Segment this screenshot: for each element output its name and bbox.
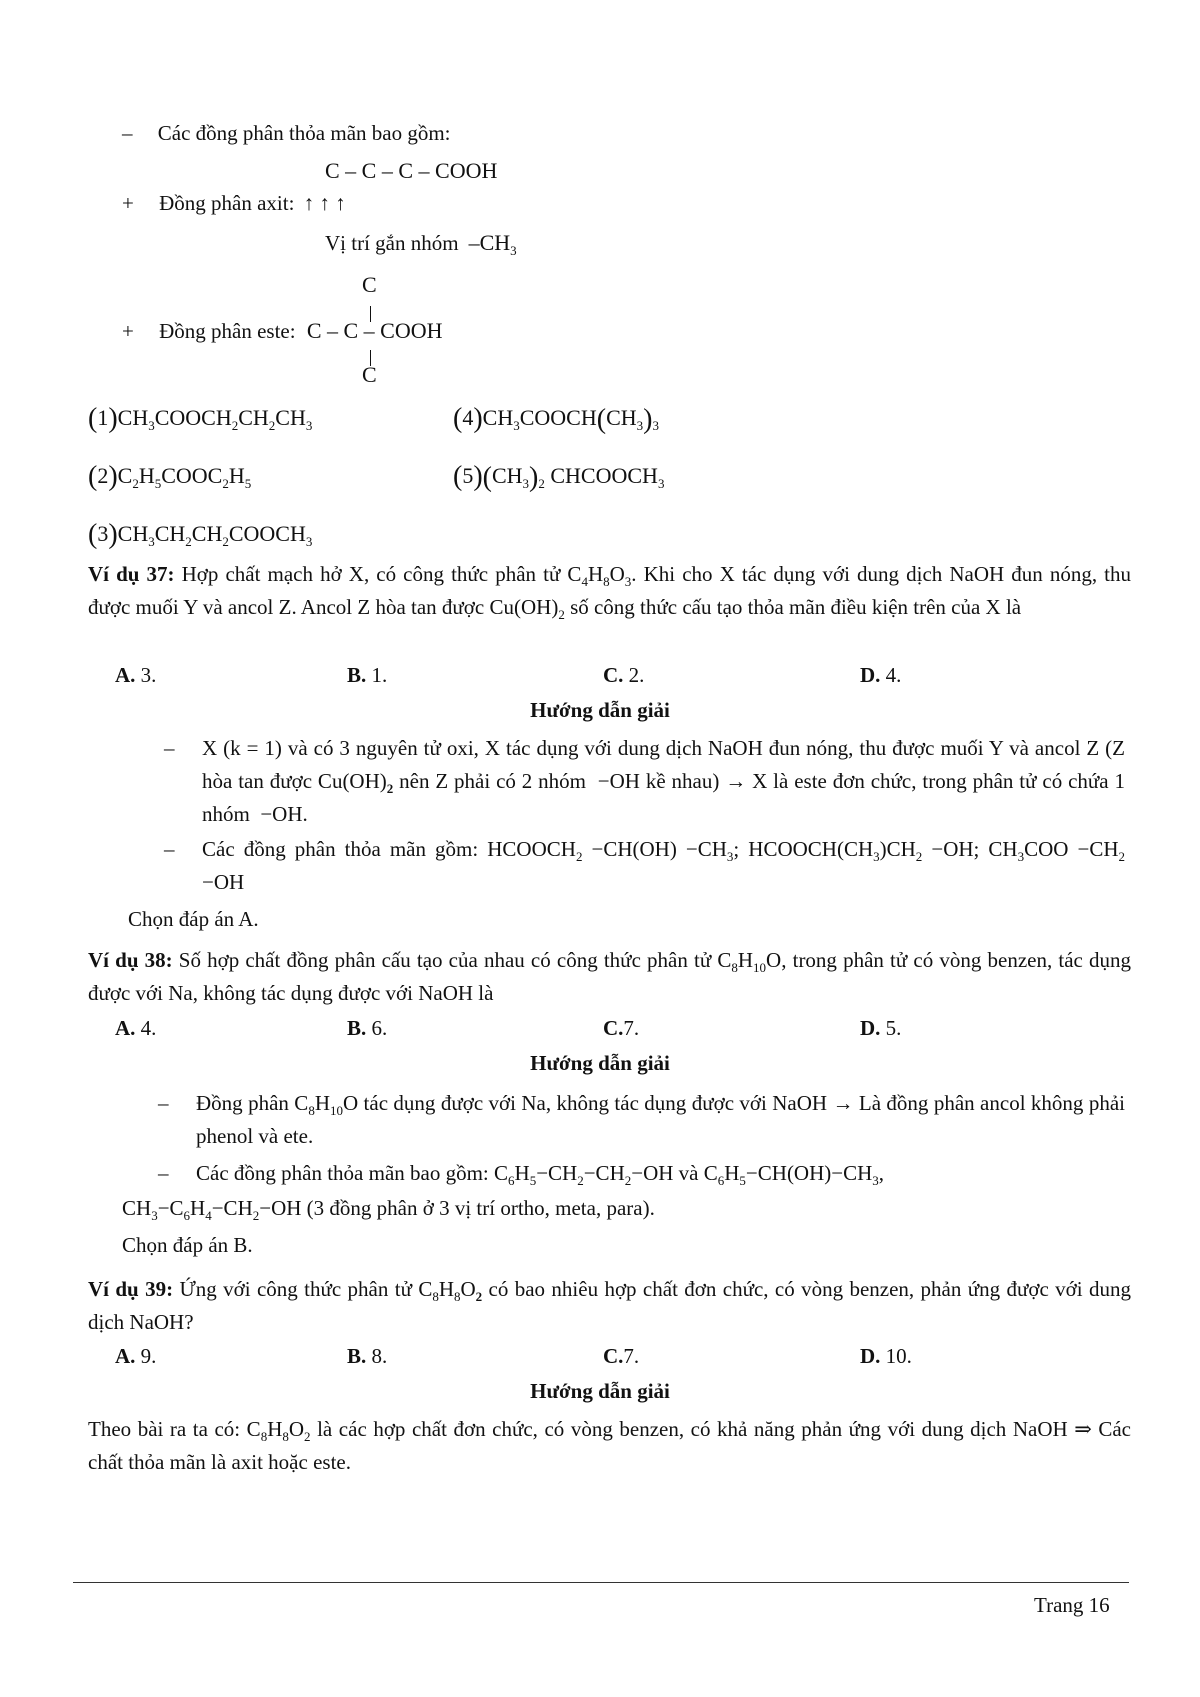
acid-chain-formula: C – C – C – COOH bbox=[325, 158, 498, 183]
page-number: Trang 16 bbox=[1034, 1593, 1110, 1617]
subscript: 3 bbox=[510, 243, 517, 258]
choice-b: B. 1. bbox=[347, 663, 388, 687]
footer-divider bbox=[73, 1582, 1129, 1583]
choice-b: B. 6. bbox=[347, 1016, 388, 1040]
isomer-intro bbox=[122, 118, 451, 150]
ester-item-2: $(2)C_2H_5COOC_2H_5$ bbox=[88, 461, 252, 492]
methyl-position-text: Vị trí gắn nhóm bbox=[325, 231, 459, 255]
example-37-choices bbox=[115, 660, 1015, 692]
example-37-question: Ví dụ 37: Hợp chất mạch hở X, có công thức phân tử $C_4H_8O_3$. Khi cho X tác dụng với dung dịch NaOH đun nóng, thu được muối Y và ancol Z. Ancol Z hòa tan được $Cu(OH)_2$ số công thức cấu tạo thỏa mãn điều kiện trên của X là bbox=[88, 562, 1132, 622]
up-arrows-icon: ↑ ↑ ↑ bbox=[303, 191, 346, 215]
acid-isomer-line bbox=[122, 188, 346, 220]
ex37-solution-point-2: – Các đồng phân thỏa mãn gồm: $HCOOCH_2 -CH(OH) -CH_3$; $HCOOCH(CH_3)CH_2 -OH$; $CH_3COO -CH_2 -OH$ bbox=[164, 837, 1125, 894]
isomer-intro-text: Các đồng phân thỏa mãn bao gồm: bbox=[157, 121, 451, 145]
example-label: Ví dụ 38: bbox=[88, 948, 173, 972]
choice-d: D. 10. bbox=[860, 1344, 912, 1368]
branch-carbon-top: C bbox=[362, 272, 377, 297]
choice-d: D. 4. bbox=[860, 663, 902, 687]
ester-isomer-label: Đồng phân este: bbox=[159, 319, 296, 343]
plus-bullet: + bbox=[122, 191, 134, 215]
solution-heading: Hướng dẫn giải bbox=[530, 1379, 670, 1403]
example-label: Ví dụ 37: bbox=[88, 562, 175, 586]
choice-c: C. 2. bbox=[603, 663, 645, 687]
example-38-choices bbox=[115, 1013, 1015, 1045]
choice-d: D. 5. bbox=[860, 1016, 902, 1040]
ester-item-5: $(5)(CH_3)_2$ $CHCOOCH_3$ bbox=[453, 461, 665, 493]
ex38-answer: Chọn đáp án B. bbox=[122, 1233, 253, 1257]
choice-a: A. 4. bbox=[115, 1016, 157, 1040]
solution-heading: Hướng dẫn giải bbox=[530, 1051, 670, 1075]
ex37-answer: Chọn đáp án A. bbox=[128, 907, 259, 931]
ex37-solution-point-1: – X (k = 1) và có 3 nguyên tử oxi, X tác dụng với dung dịch NaOH đun nóng, thu được muối Y và ancol Z (Z hòa tan được $Cu(OH)_2$ nên Z phải có 2 nhóm −OH kề nhau) → X là este đơn chức, trong phân tử có chứa 1 nhóm −OH. bbox=[164, 736, 1126, 826]
ex39-solution: Theo bài ra ta có: $C_8H_8O_2$ là các hợp chất đơn chức, có vòng benzen, có khả năng phản ứng với dung dịch NaOH ⇒ Các chất thỏa mãn là axit hoặc este. bbox=[88, 1417, 1132, 1474]
dash-bullet: – bbox=[122, 121, 133, 145]
solution-heading: Hướng dẫn giải bbox=[530, 698, 670, 722]
ex38-solution-point-2: – Các đồng phân thỏa mãn bao gồm: $C_6H_5-CH_2-CH_2-OH$ và $C_6H_5-CH(OH)-CH_3$, bbox=[158, 1161, 885, 1188]
ester-item-4: $(4)CH_3COOCH(CH_3)_3$ bbox=[453, 403, 659, 435]
choice-b: B. 8. bbox=[347, 1344, 388, 1368]
ex38-solution-point-1: – Đồng phân $C_8H_{10}O$ tác dụng được với Na, không tác dụng được với NaOH → Là đồng phân ancol không phải phenol và ete. bbox=[158, 1091, 1125, 1148]
choice-c: C.7. bbox=[603, 1016, 640, 1040]
ex38-solution-continued: $CH_3-C_6H_4-CH_2-OH$ (3 đồng phân ở 3 vị trí ortho, meta, para). bbox=[122, 1196, 655, 1223]
example-39-choices bbox=[115, 1341, 1015, 1373]
choice-a: A. 3. bbox=[115, 663, 157, 687]
ester-chain-formula: C – C – COOH bbox=[306, 318, 443, 343]
methyl-position-note: Vị trí gắn nhóm $-CH_3$ bbox=[325, 230, 517, 258]
example-label: Ví dụ 39: bbox=[88, 1277, 174, 1301]
choice-c: C.7. bbox=[603, 1344, 640, 1368]
ester-item-3: $(3)CH_3CH_2CH_2COOCH_3$ bbox=[88, 519, 313, 550]
example-39-question: Ví dụ 39: Ứng với công thức phân tử $C_8H_8O_2$ có bao nhiêu hợp chất đơn chức, có vòng benzen, phản ứng được với dung dịch NaOH? bbox=[88, 1277, 1131, 1334]
plus-bullet: + bbox=[122, 319, 134, 343]
ester-isomer-line bbox=[122, 314, 443, 348]
ester-item-1: $(1)CH_3COOCH_2CH_2CH_3$ bbox=[88, 403, 313, 434]
choice-a: A. 9. bbox=[115, 1344, 157, 1368]
branch-carbon-bottom: C bbox=[362, 362, 377, 387]
acid-isomer-label: Đồng phân axit: bbox=[159, 191, 295, 215]
example-38-question: Ví dụ 38: Số hợp chất đồng phân cấu tạo của nhau có công thức phân tử $C_8H_{10}O$, trong phân tử có vòng benzen, tác dụng được với Na, không tác dụng được với NaOH là bbox=[88, 948, 1131, 1005]
